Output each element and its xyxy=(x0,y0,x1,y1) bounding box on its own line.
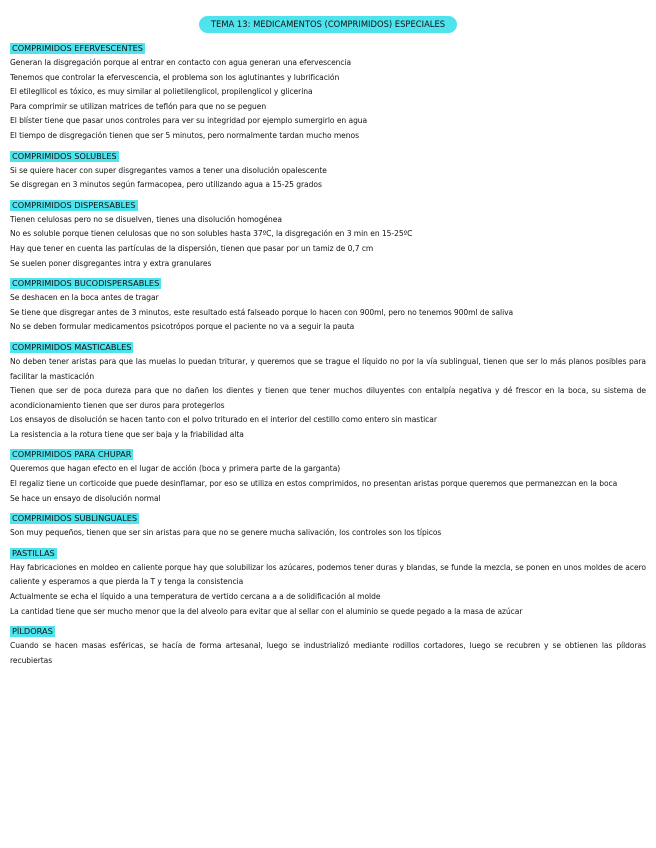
section-comprimidos-bucodispersables xyxy=(10,271,646,335)
section-heading: COMPRIMIDOS PARA CHUPAR xyxy=(12,449,132,460)
text-line: Actualmente se echa el líquido a una temperatura de vertido cercana a a de solidificación al molde xyxy=(10,592,381,602)
text-line: No es soluble porque tienen celulosas que no son solubles hasta 37ºC, la disgregación en 3 min en 15-25ºC xyxy=(10,229,413,239)
section-comprimidos-efervescentes xyxy=(10,36,646,144)
section-comprimidos-solubles xyxy=(10,144,646,193)
text-line: Se deshacen en la boca antes de tragar xyxy=(10,293,159,303)
title-bar xyxy=(0,0,656,32)
text-line: No deben tener aristas para que las muelas lo puedan triturar, y queremos que se trague el líquido no por la vía sublingual, tienen que ser lo más planos posibles para facilitar la masticación xyxy=(10,356,646,381)
text-line: Queremos que hagan efecto en el lugar de acción (boca y primera parte de la garganta) xyxy=(10,464,341,474)
text-line: Se suelen poner disgregantes intra y extra granulares xyxy=(10,258,212,268)
page-title: TEMA 13: MEDICAMENTOS (COMPRIMIDOS) ESPECIALES xyxy=(199,16,457,33)
section-heading: PÍLDORAS xyxy=(12,626,53,637)
text-line: El blíster tiene que pasar unos controles para ver su integridad por ejemplo sumergirlo en agua xyxy=(10,116,368,126)
text-line: Se tiene que disgregar antes de 3 minutos, este resultado está falseado porque lo hacen con 900ml, pero no tenemos 900ml de saliva xyxy=(10,307,514,317)
text-line: El etilegllicol es tóxico, es muy similar al polietilenglicol, propilenglicol y glicerina xyxy=(10,87,313,97)
section-heading: PASTILLAS xyxy=(12,547,55,558)
section-heading: COMPRIMIDOS DISPERSABLES xyxy=(12,199,136,210)
section-pildoras xyxy=(10,619,646,668)
text-line: Tienen que ser de poca dureza para que no dañen los dientes y tienen que tener muchos diluyentes con entalpía negativa y dé frescor en la boca, su sistema de acondicionamiento tienen que ser duros para protegerlos xyxy=(10,386,646,410)
section-comprimidos-dispersables xyxy=(10,193,646,271)
section-heading: COMPRIMIDOS MASTICABLES xyxy=(12,341,132,352)
document-body xyxy=(10,36,646,668)
text-line: Los ensayos de disolución se hacen tanto con el polvo triturado en el interior del cestillo como entero sin masticar xyxy=(10,415,437,425)
section-heading: COMPRIMIDOS BUCODISPERSABLES xyxy=(12,278,160,289)
text-line: Son muy pequeños, tienen que ser sin aristas para que no se genere mucha salivación, los controles son los típicos xyxy=(10,528,442,538)
text-line: La resistencia a la rotura tiene que ser baja y la friabilidad alta xyxy=(10,429,244,439)
text-line: Cuando se hacen masas esféricas, se hacía de forma artesanal, luego se industrializó mediante rodillos cortadores, luego se recubren y se obtienen las píldoras recubiertas xyxy=(10,641,646,665)
text-line: Hay que tener en cuenta las partículas de la dispersión, tienen que pasar por un tamiz de 0,7 cm xyxy=(10,243,374,253)
text-line: El tiempo de disgregación tienen que ser 5 minutos, pero normalmente tardan mucho menos xyxy=(10,130,359,140)
section-comprimidos-sublinguales xyxy=(10,506,646,541)
text-line: Hay fabricaciones en moldeo en caliente porque hay que solubilizar los azúcares, podemos tener duras y blandas, se funde la mezcla, se ponen en unos moldes de acero caliente y esperamos a que pierda la T y tenga la consistencia xyxy=(10,562,646,587)
text-line: Si se quiere hacer con super disgregantes vamos a tener una disolución opalescente xyxy=(10,165,327,175)
section-heading: COMPRIMIDOS EFERVESCENTES xyxy=(12,43,143,53)
section-heading: COMPRIMIDOS SUBLINGUALES xyxy=(12,513,138,524)
text-line: Se hace un ensayo de disolución normal xyxy=(10,493,161,503)
text-line: Para comprimir se utilizan matrices de teflón para que no se peguen xyxy=(10,101,267,111)
text-line: Tienen celulosas pero no se disuelven, tienes una disolución homogénea xyxy=(10,214,282,224)
text-line: El regaliz tiene un corticoide que puede desinflamar, por eso se utiliza en estos comprimidos, no presentan aristas porque queremos que permanezcan en la boca xyxy=(10,479,618,489)
text-line: Tenemos que controlar la efervescencia, el problema son los aglutinantes y lubrificación xyxy=(10,72,340,82)
section-comprimidos-masticables xyxy=(10,335,646,443)
section-pastillas xyxy=(10,541,646,619)
text-line: Se disgregan en 3 minutos según farmacopea, pero utilizando agua a 15-25 grados xyxy=(10,180,322,190)
section-comprimidos-para-chupar xyxy=(10,442,646,506)
section-heading: COMPRIMIDOS SOLUBLES xyxy=(12,150,117,161)
text-line: La cantidad tiene que ser mucho menor que la del alveolo para evitar que al sellar con el aluminio se quede pegado a la masa de azúcar xyxy=(10,606,523,616)
text-line: No se deben formular medicamentos psicotrópos porque el paciente no va a seguir la pauta xyxy=(10,322,355,332)
text-line: Generan la disgregación porque al entrar en contacto con agua generan una efervescencia xyxy=(10,58,352,67)
